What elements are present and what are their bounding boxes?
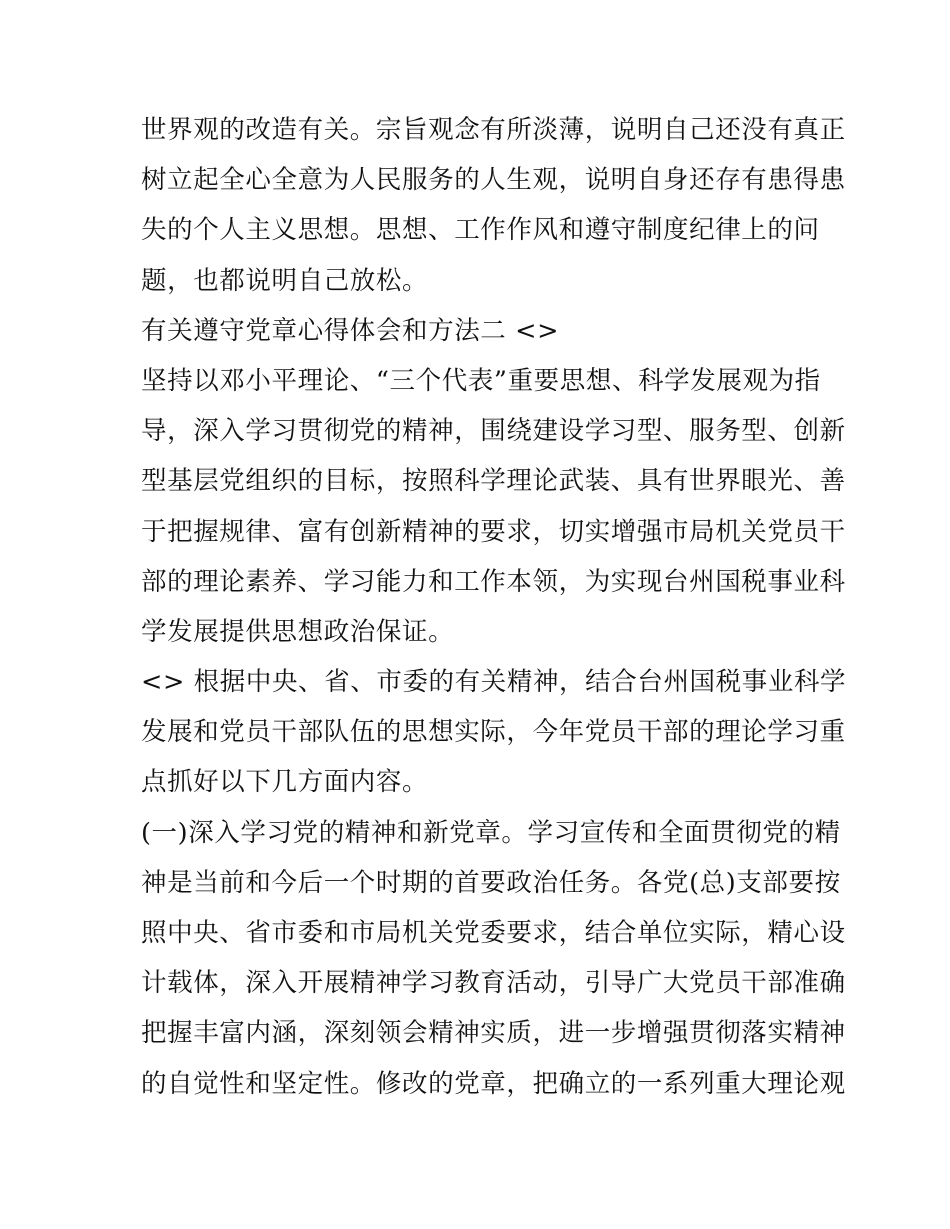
text-line: 把握丰富内涵，深刻领会精神实质，进一步增强贯彻落实精神 — [141, 1018, 846, 1049]
text-line: 导，深入学习贯彻党的精神，围绕建设学习型、服务型、创新 — [141, 416, 846, 447]
text-line: 题，也都说明自己放松。 — [141, 265, 429, 296]
text-line: 照中央、省市委和市局机关党委要求，结合单位实际，精心设 — [141, 918, 846, 948]
text-line: <> 根据中央、省、市委的有关精神，结合台州国税事业科学 — [141, 667, 847, 698]
text-line: 学发展提供思想政治保证。 — [141, 616, 455, 647]
text-line: 失的个人主义思想。思想、工作作风和遵守制度纪律上的问 — [141, 215, 820, 246]
text-line: 部的理论素养、学习能力和工作本领，为实现台州国税事业科 — [141, 566, 846, 597]
section-heading: 有关遵守党章心得体会和方法二 <> — [141, 315, 560, 346]
text-line: 树立起全心全意为人民服务的人生观，说明自身还存有患得患 — [141, 165, 846, 196]
text-line: 计载体，深入开展精神学习教育活动，引导广大党员干部准确 — [141, 968, 846, 999]
text-line: (一)深入学习党的精神和新党章。学习宣传和全面贯彻党的精 — [141, 817, 841, 848]
text-line: 发展和党员干部队伍的思想实际，今年党员干部的理论学习重 — [141, 717, 846, 748]
text-line: 点抓好以下几方面内容。 — [141, 767, 429, 798]
text-line: 的自觉性和坚定性。修改的党章，把确立的一系列重大理论观 — [141, 1068, 846, 1099]
text-line: 于把握规律、富有创新精神的要求，切实增强市局机关党员干 — [141, 516, 846, 547]
text-line: 神是当前和今后一个时期的首要政治任务。各党(总)支部要按 — [141, 867, 841, 898]
body-text — [141, 105, 847, 1109]
text-line: 坚持以邓小平理论、“三个代表”重要思想、科学发展观为指 — [141, 365, 821, 396]
text-line: 世界观的改造有关。宗旨观念有所淡薄，说明自己还没有真正 — [141, 115, 846, 145]
text-line: 型基层党组织的目标，按照科学理论武装、具有世界眼光、善 — [141, 466, 846, 497]
